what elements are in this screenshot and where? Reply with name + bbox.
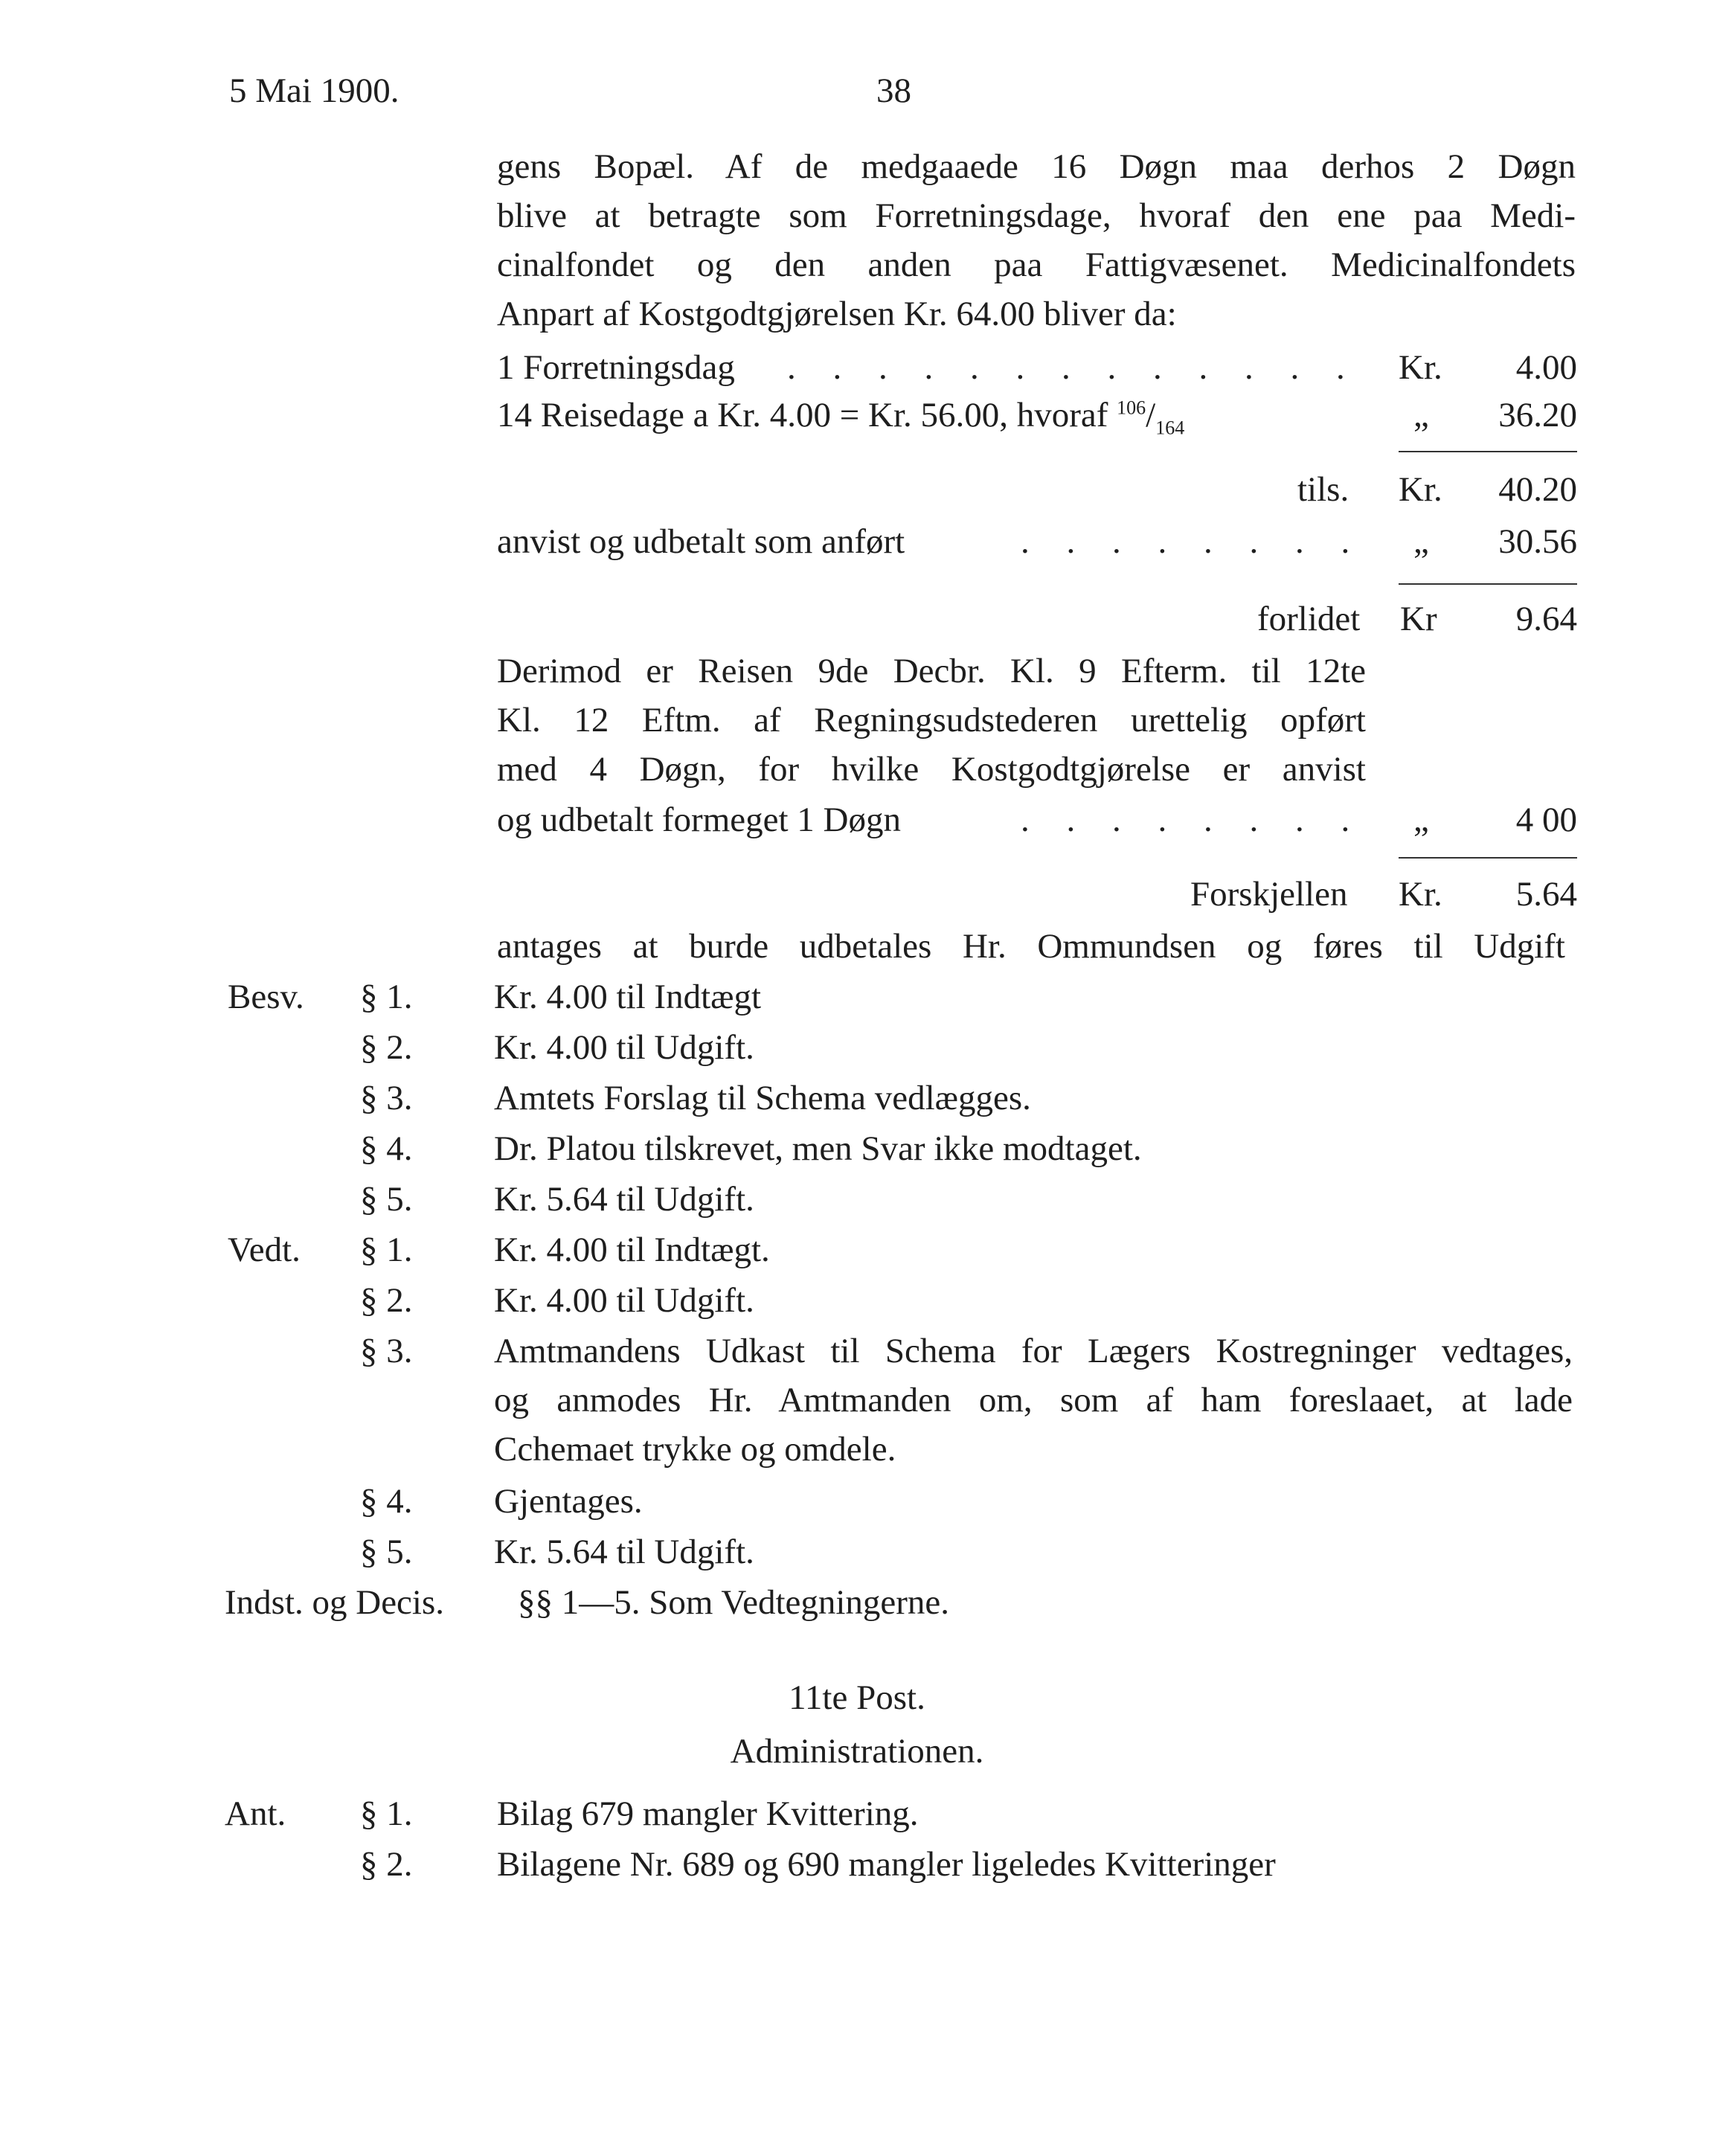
derimod-line-1: Derimod er Reisen 9de Decbr. Kl. 9 Efterm. til 12te: [497, 652, 1366, 690]
calc-row2-line: [497, 394, 1185, 439]
vedt-text-4: Gjentages.: [494, 1482, 643, 1521]
calc-row6-amount: 4 00: [1515, 801, 1577, 839]
calc-row6-label: og udbetalt formeget 1 Døgn: [497, 801, 901, 839]
besv-para-3: § 3.: [360, 1079, 413, 1117]
calc-row2-fraction-numerator: 106: [1117, 397, 1146, 419]
fraction-slash: /: [1146, 396, 1156, 434]
calc-row3-label: tils.: [1297, 470, 1349, 509]
calc-row3-amount: 40.20: [1498, 470, 1577, 509]
post-title: 11te Post.: [789, 1678, 925, 1717]
body-line-1: gens Bopæl. Af de medgaaede 16 Døgn maa derhos 2 Døgn: [497, 147, 1576, 186]
vedt-label: Vedt.: [228, 1231, 301, 1269]
calc-row1-currency: Kr.: [1399, 348, 1442, 387]
derimod-line-3: med 4 Døgn, for hvilke Kostgodtgjørelse er anvist: [497, 750, 1366, 789]
calc-row7-label: Forskjellen: [1190, 875, 1348, 914]
calc-row2-label: 14 Reisedage a Kr. 4.00 = Kr. 56.00, hvoraf: [497, 396, 1108, 434]
ant-label: Ant.: [225, 1794, 286, 1833]
calc-row4-ditto: „: [1413, 522, 1429, 561]
besv-text-3: Amtets Forslag til Schema vedlægges.: [494, 1079, 1031, 1117]
sum-rule-1: [1399, 451, 1577, 452]
calc-row2-amount: 36.20: [1498, 396, 1577, 434]
calc-row4-amount: 30.56: [1498, 522, 1577, 561]
calc-row4-label: anvist og udbetalt som anført: [497, 522, 905, 561]
body-line-4: Anpart af Kostgodtgjørelsen Kr. 64.00 bliver da:: [497, 295, 1177, 333]
derimod-line-2: Kl. 12 Eftm. af Regningsudstederen urettelig opført: [497, 701, 1366, 739]
calc-row7-currency: Kr.: [1399, 875, 1442, 914]
vedt-text-1: Kr. 4.00 til Indtægt.: [494, 1231, 770, 1269]
besv-para-4: § 4.: [360, 1129, 413, 1168]
sum-rule-2: [1399, 583, 1577, 585]
sum-rule-3: [1399, 857, 1577, 859]
header-date: 5 Mai 1900.: [229, 71, 399, 110]
body-line-2: blive at betragte som Forretningsdage, hvoraf den ene paa Medi-: [497, 196, 1576, 235]
besv-text-5: Kr. 5.64 til Udgift.: [494, 1180, 754, 1219]
calc-row4-leader: . . . . . . . .: [1021, 522, 1364, 561]
calc-row7-amount: 5.64: [1515, 875, 1577, 914]
besv-text-1: Kr. 4.00 til Indtægt: [494, 978, 762, 1016]
vedt-text-3-end: Cchemaet trykke og omdele.: [494, 1430, 896, 1469]
page-number: 38: [876, 71, 911, 110]
calc-row2-ditto: „: [1413, 396, 1429, 434]
calc-row6-ditto: „: [1413, 801, 1429, 839]
indst-text: §§ 1—5. Som Vedtegningerne.: [518, 1583, 950, 1622]
vedt-para-4: § 4.: [360, 1482, 413, 1521]
indst-label: Indst. og Decis.: [225, 1583, 445, 1622]
vedt-text-5: Kr. 5.64 til Udgift.: [494, 1533, 754, 1571]
body-line-3: cinalfondet og den anden paa Fattigvæsenet. Medicinalfondets: [497, 246, 1576, 284]
ant-para-1: § 1.: [360, 1794, 413, 1833]
calc-row5-currency: Kr: [1400, 600, 1437, 638]
besv-para-2: § 2.: [360, 1028, 413, 1067]
antages-line: antages at burde udbetales Hr. Ommundsen og føres til Udgift: [497, 927, 1565, 966]
besv-para-5: § 5.: [360, 1180, 413, 1219]
calc-row6-leader: . . . . . . . .: [1021, 801, 1364, 839]
vedt-text-2: Kr. 4.00 til Udgift.: [494, 1281, 754, 1320]
calc-row2-fraction-denominator: 164: [1155, 417, 1185, 439]
ant-text-2: Bilagene Nr. 689 og 690 mangler ligeledes Kvitteringer: [497, 1845, 1276, 1884]
calc-row5-amount: 9.64: [1515, 600, 1577, 638]
ant-text-1: Bilag 679 mangler Kvittering.: [497, 1794, 919, 1833]
calc-row1-amount: 4.00: [1515, 348, 1577, 387]
calc-row3-currency: Kr.: [1399, 470, 1442, 509]
vedt-para-1: § 1.: [360, 1231, 413, 1269]
calc-row1-leader: . . . . . . . . . . . . .: [787, 348, 1359, 387]
vedt-para-2: § 2.: [360, 1281, 413, 1320]
vedt-para-3: § 3.: [360, 1332, 413, 1370]
vedt-text-3-cont: og anmodes Hr. Amtmanden om, som af ham foreslaaet, at lade: [494, 1381, 1573, 1419]
vedt-text-3: Amtmandens Udkast til Schema for Lægers Kostregninger vedtages,: [494, 1332, 1573, 1370]
vedt-para-5: § 5.: [360, 1533, 413, 1571]
besv-para-1: § 1.: [360, 978, 413, 1016]
calc-row1-label: 1 Forretningsdag: [497, 348, 735, 387]
besv-text-4: Dr. Platou tilskrevet, men Svar ikke modtaget.: [494, 1129, 1142, 1168]
besv-label: Besv.: [228, 978, 304, 1016]
ant-para-2: § 2.: [360, 1845, 413, 1884]
besv-text-2: Kr. 4.00 til Udgift.: [494, 1028, 754, 1067]
calc-row5-label: forlidet: [1257, 600, 1361, 638]
post-subtitle: Administrationen.: [730, 1732, 984, 1771]
